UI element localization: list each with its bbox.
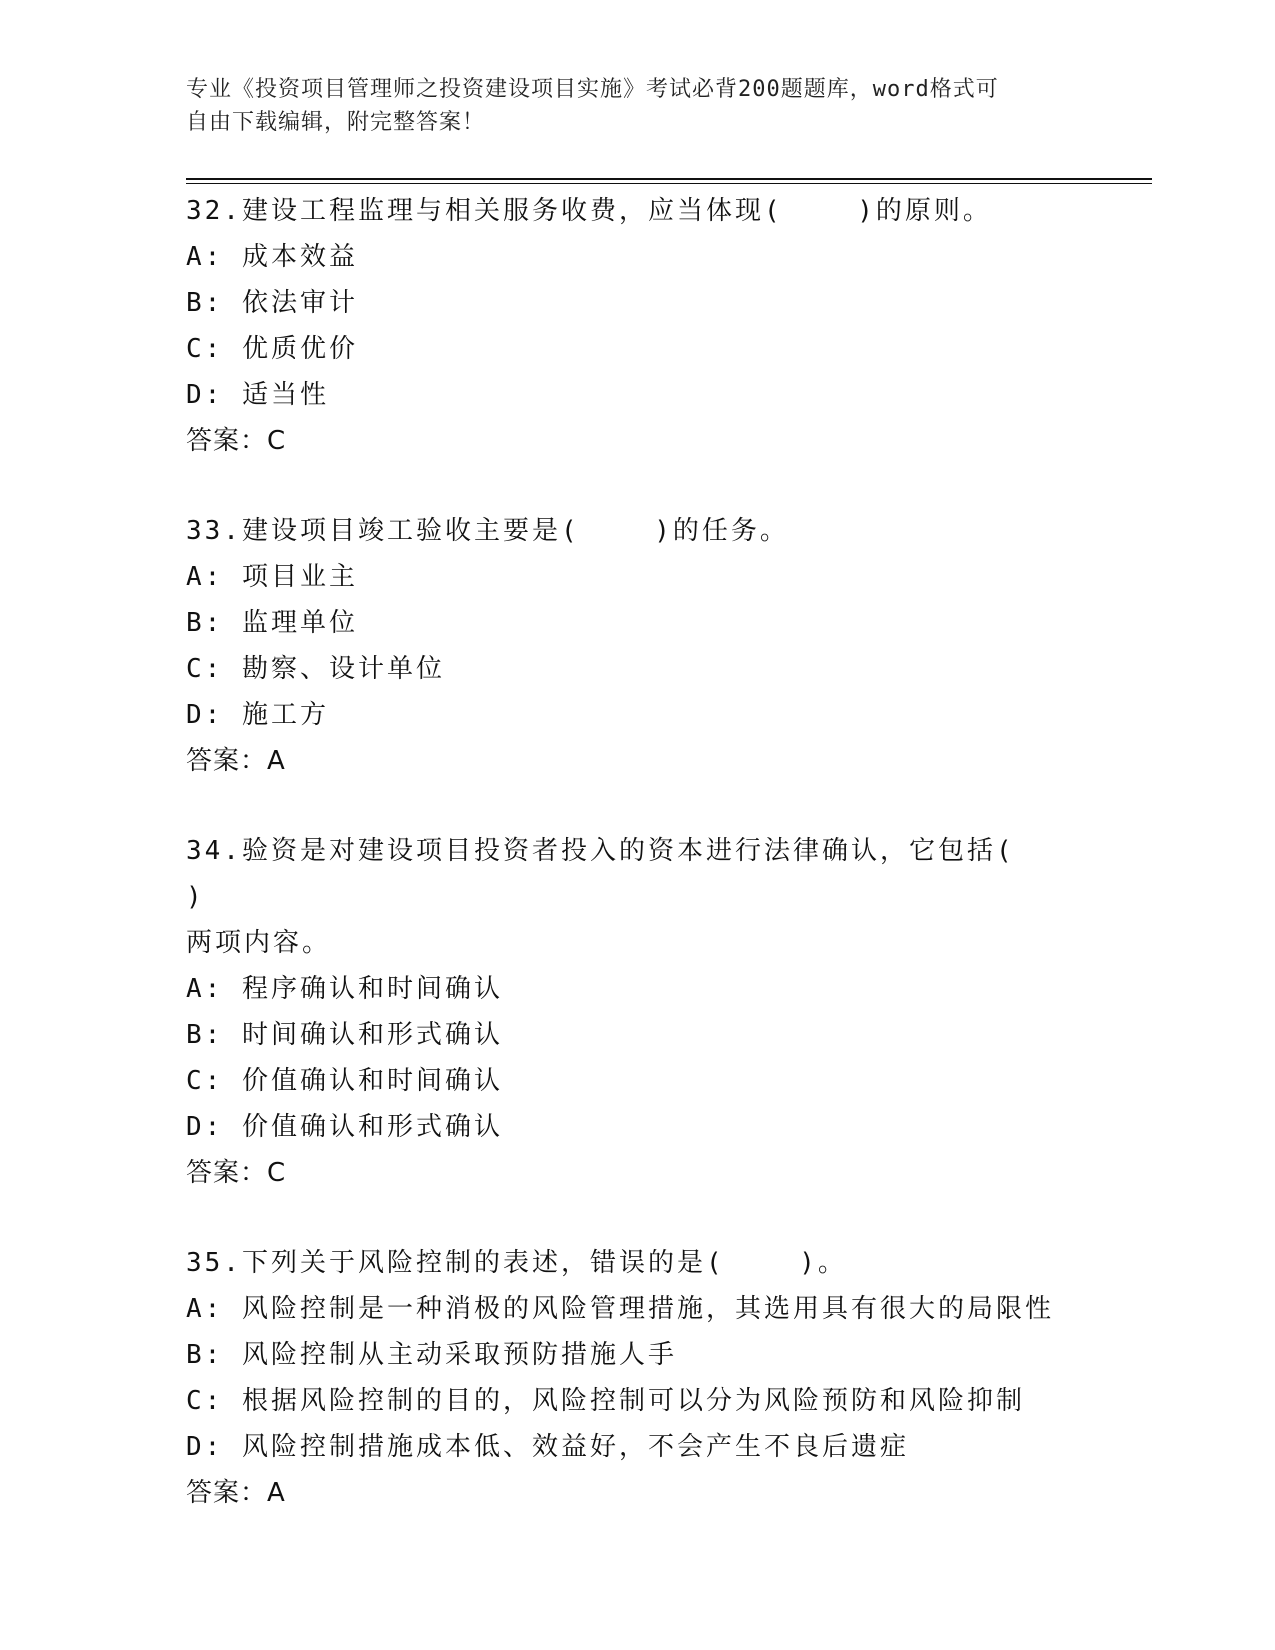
option-b: B: 时间确认和形式确认: [186, 1020, 503, 1050]
question-32: [186, 188, 1086, 464]
option-a: A: 风险控制是一种消极的风险管理措施，其选用具有很大的局限性: [186, 1294, 1054, 1324]
question-stem-continued: 两项内容。: [186, 928, 332, 958]
option-c: C: 根据风险控制的目的，风险控制可以分为风险预防和风险抑制: [186, 1386, 1025, 1416]
question-35: [186, 1240, 1086, 1516]
header-line-2: 自由下载编辑，附完整答案！: [186, 110, 486, 135]
question-stem: 34.验资是对建设项目投资者投入的资本进行法律确认，它包括( ): [186, 836, 1090, 912]
option-d: D: 施工方: [186, 700, 329, 730]
question-34: [186, 828, 1090, 1196]
answer: 答案：A: [186, 1478, 286, 1508]
answer: 答案：C: [186, 426, 287, 456]
option-d: D: 适当性: [186, 380, 329, 410]
question-33: [186, 508, 1086, 784]
option-d: D: 价值确认和形式确认: [186, 1112, 503, 1142]
option-b: B: 依法审计: [186, 288, 358, 318]
header-divider: [186, 178, 1152, 180]
option-c: C: 价值确认和时间确认: [186, 1066, 503, 1096]
answer: 答案：C: [186, 1158, 287, 1188]
option-a: A: 成本效益: [186, 242, 358, 272]
option-a: A: 程序确认和时间确认: [186, 974, 503, 1004]
option-d: D: 风险控制措施成本低、效益好，不会产生不良后遗症: [186, 1432, 909, 1462]
question-stem: 35.下列关于风险控制的表述，错误的是( )。: [186, 1248, 847, 1278]
header-divider-thin: [186, 183, 1152, 184]
answer: 答案：A: [186, 746, 286, 776]
document-header: [186, 73, 1066, 139]
option-b: B: 风险控制从主动采取预防措施人手: [186, 1340, 677, 1370]
option-c: C: 优质优价: [186, 334, 358, 364]
question-list: [186, 188, 1090, 1560]
header-line-1: 专业《投资项目管理师之投资建设项目实施》考试必背200题题库，word格式可: [186, 77, 999, 102]
question-stem: 32.建设工程监理与相关服务收费，应当体现( )的原则。: [186, 196, 992, 226]
option-b: B: 监理单位: [186, 608, 358, 638]
question-stem: 33.建设项目竣工验收主要是( )的任务。: [186, 516, 789, 546]
option-c: C: 勘察、设计单位: [186, 654, 445, 684]
option-a: A: 项目业主: [186, 562, 358, 592]
